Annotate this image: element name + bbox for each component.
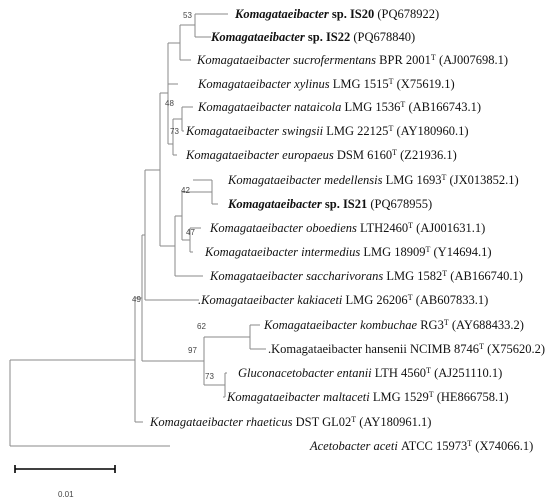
taxon-genus: Komagataeibacter: [228, 197, 325, 211]
taxon-label: [227, 173, 519, 188]
type-strain-mark: T: [426, 365, 431, 375]
taxon-label: [185, 148, 457, 163]
taxon-species: .Komagataeibacter kakiaceti: [198, 293, 346, 307]
taxon-label: [196, 53, 508, 68]
type-strain-mark: T: [407, 292, 413, 302]
taxon-strain: LMG 1582: [386, 269, 443, 283]
taxon-labels: [149, 7, 545, 453]
taxon-label: [204, 245, 491, 260]
accession-number: (JX013852.1): [446, 173, 519, 187]
accession-number: (X75619.1): [393, 77, 455, 91]
taxon-species: Komagataeibacter intermedius: [205, 245, 364, 259]
taxon-strain: LMG 1515: [332, 77, 389, 91]
taxon-species: Komagataeibacter saccharivorans: [210, 269, 387, 283]
taxon-label: [209, 269, 523, 284]
accession-number: (AB607833.1): [412, 293, 489, 307]
bootstrap-value: 62: [197, 322, 206, 331]
taxon-strain: .Komagataeibacter hansenii NCIMB 8746: [268, 342, 480, 356]
taxon-strain: sp. IS20: [331, 7, 375, 21]
accession-number: (PQ678922): [374, 7, 440, 21]
taxon-strain: LMG 1529: [372, 390, 429, 404]
accession-number: (X74066.1): [472, 439, 534, 453]
accession-number: (HE866758.1): [433, 390, 509, 404]
taxon-species: Komagataeibacter sucrofermentans: [197, 53, 380, 67]
accession-number: (AJ251110.1): [430, 366, 503, 380]
accession-number: (Y14694.1): [430, 245, 492, 259]
type-strain-mark: T: [443, 317, 449, 327]
bootstrap-value: 47: [186, 228, 195, 237]
accession-number: (AY180961.1): [356, 415, 432, 429]
taxon-strain: LMG 1693: [385, 173, 442, 187]
accession-number: (PQ678955): [367, 197, 433, 211]
type-strain-mark: T: [479, 341, 484, 351]
type-strain-mark: T: [388, 123, 394, 133]
taxon-strain: DST GL02: [295, 415, 352, 429]
taxon-species: Komagataeibacter oboediens: [210, 221, 360, 235]
type-strain-mark: T: [441, 172, 447, 182]
type-strain-mark: T: [388, 76, 394, 86]
type-strain-mark: T: [442, 268, 448, 278]
accession-number: (AB166743.1): [405, 100, 482, 114]
taxon-species: Komagataeibacter europaeus: [186, 148, 337, 162]
bootstrap-value: 49: [132, 295, 141, 304]
accession-number: (AJ007698.1): [435, 53, 509, 67]
bootstrap-value: 53: [183, 11, 192, 20]
taxon-label: [198, 293, 488, 308]
accession-number: (AY688433.2): [448, 318, 524, 332]
bootstrap-value: 73: [170, 127, 179, 136]
type-strain-mark: T: [408, 220, 414, 230]
accession-number: (AJ001631.1): [413, 221, 486, 235]
taxon-genus: Komagataeibacter: [211, 30, 308, 44]
taxon-strain: RG3: [420, 318, 444, 332]
taxon-label: [197, 100, 481, 115]
taxon-strain: LTH2460: [359, 221, 409, 235]
type-strain-mark: T: [430, 52, 436, 62]
taxon-label: [268, 342, 545, 357]
accession-number: (Z21936.1): [397, 148, 457, 162]
taxon-strain: LTH 4560: [374, 366, 427, 380]
type-strain-mark: T: [425, 244, 431, 254]
taxon-label: [309, 439, 533, 454]
taxon-label: [197, 77, 455, 92]
taxon-species: Komagataeibacter medellensis: [228, 173, 386, 187]
taxon-species: Komagataeibacter nataicola: [198, 100, 345, 114]
taxon-strain: LMG 26206: [345, 293, 408, 307]
taxon-species: Komagataeibacter swingsii: [186, 124, 327, 138]
taxon-species: Komagataeibacter rhaeticus: [150, 415, 296, 429]
taxon-label: [185, 124, 469, 139]
taxon-strain: LMG 22125: [326, 124, 389, 138]
taxon-label: [234, 7, 439, 21]
accession-number: (AY180960.1): [393, 124, 469, 138]
taxon-label: [263, 318, 524, 333]
bootstrap-value: 97: [188, 346, 197, 355]
taxon-strain: ATCC 15973: [400, 439, 468, 453]
accession-number: (X75620.2): [483, 342, 546, 356]
taxon-species: Gluconacetobacter entanii: [238, 366, 375, 380]
taxon-strain: sp. IS21: [324, 197, 368, 211]
type-strain-mark: T: [428, 389, 434, 399]
taxon-label: [226, 390, 509, 405]
taxon-species: Acetobacter aceti: [310, 439, 401, 453]
accession-number: (PQ678840): [350, 30, 416, 44]
taxon-label: [227, 197, 432, 211]
bootstrap-value: 48: [165, 99, 174, 108]
taxon-label: [238, 366, 502, 381]
taxon-strain: BPR 2001: [379, 53, 431, 67]
bootstrap-value: 42: [181, 186, 190, 195]
taxon-strain: DSM 6160: [336, 148, 393, 162]
type-strain-mark: T: [400, 99, 406, 109]
taxon-species: Komagataeibacter kombuchae: [264, 318, 421, 332]
type-strain-mark: T: [351, 414, 357, 424]
scale-bar-label: 0.01: [58, 490, 74, 499]
taxon-genus: Komagataeibacter: [235, 7, 332, 21]
taxon-strain: sp. IS22: [307, 30, 351, 44]
taxon-strain: LMG 18909: [363, 245, 426, 259]
taxon-label: [209, 221, 485, 236]
type-strain-mark: T: [467, 438, 473, 448]
taxon-species: Komagataeibacter maltaceti: [227, 390, 373, 404]
taxon-species: Komagataeibacter xylinus: [198, 77, 333, 91]
taxon-label: [210, 30, 415, 44]
accession-number: (AB166740.1): [447, 269, 523, 283]
taxon-strain: LMG 1536: [344, 100, 401, 114]
taxon-label: [149, 415, 431, 430]
bootstrap-value: 73: [205, 372, 214, 381]
type-strain-mark: T: [392, 147, 398, 157]
